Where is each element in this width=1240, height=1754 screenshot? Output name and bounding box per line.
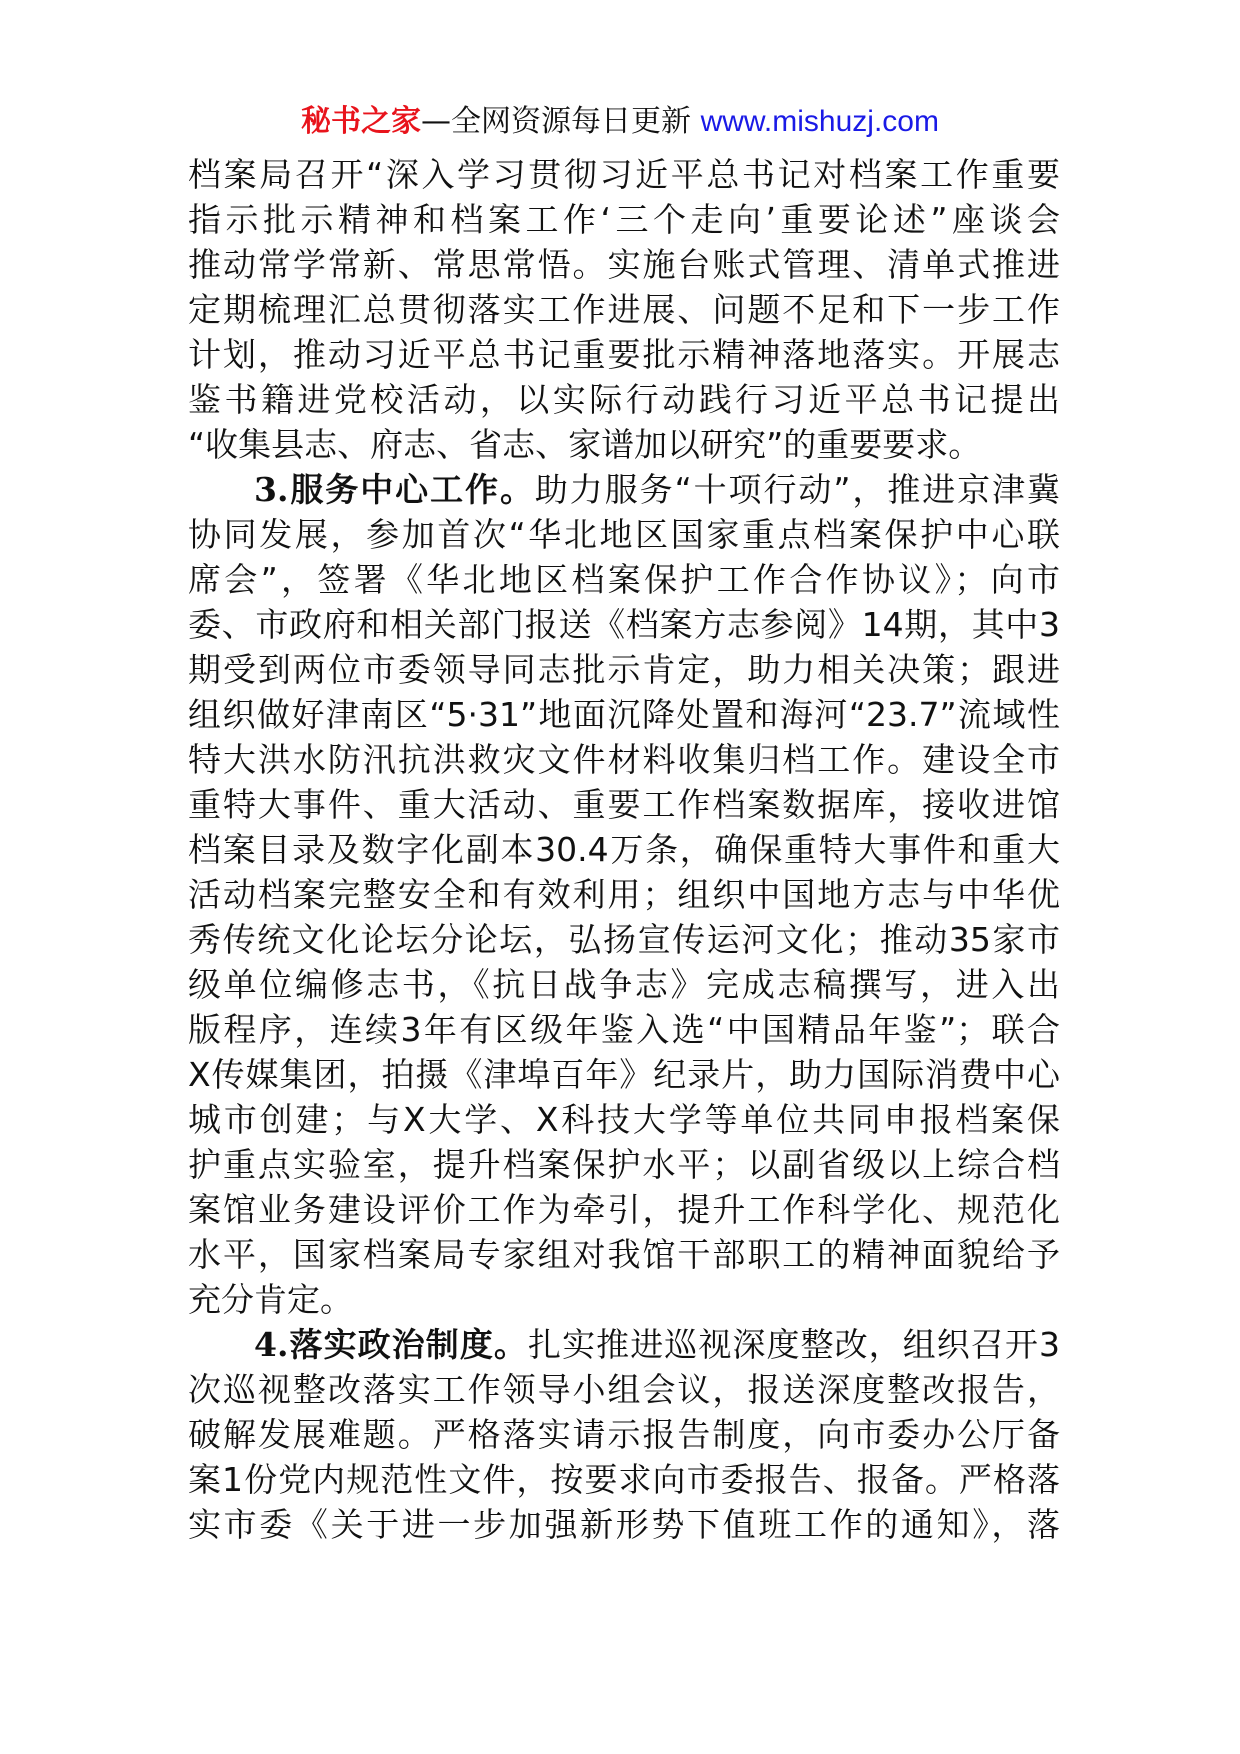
text-line: 计划，推动习近平总书记重要批示精神落地落实。开展志	[188, 335, 1060, 374]
text-line: 指示批示精神和档案工作‘三个走向’重要论述”座谈会	[188, 200, 1060, 239]
page-header	[0, 102, 1240, 142]
header-tagline: —全网资源每日更新	[421, 104, 701, 139]
text-line: 案1份党内规范性文件，按要求向市委报告、报备。严格落	[188, 1460, 1060, 1499]
section-heading-4: 4.落实政治制度。	[254, 1325, 528, 1364]
brand-name: 秘书之家	[301, 104, 422, 139]
text-line: 秀传统文化论坛分论坛，弘扬宣传运河文化；推动35家市	[188, 920, 1060, 959]
text-run: 扎实推进巡视深度整改，组织召开3	[528, 1325, 1061, 1364]
text-line: 城市创建；与X大学、X科技大学等单位共同申报档案保	[188, 1100, 1060, 1139]
text-line: X传媒集团，拍摄《津埠百年》纪录片，助力国际消费中心	[188, 1055, 1060, 1094]
text-run: 助力服务“十项行动”，推进京津冀	[534, 470, 1060, 509]
paragraph-first-line	[188, 1322, 1060, 1367]
text-line: 水平，国家档案局专家组对我馆干部职工的精神面貌给予	[188, 1235, 1060, 1274]
site-url-link[interactable]: www.mishuzj.com	[700, 105, 939, 138]
text-line: 重特大事件、重大活动、重要工作档案数据库，接收进馆	[188, 785, 1060, 824]
text-line: 级单位编修志书，《抗日战争志》完成志稿撰写，进入出	[188, 965, 1060, 1004]
text-line: 档案局召开“深入学习贯彻习近平总书记对档案工作重要	[188, 155, 1060, 194]
text-line: 充分肯定。	[188, 1280, 353, 1319]
text-line: 破解发展难题。严格落实请示报告制度，向市委办公厅备	[188, 1415, 1060, 1454]
text-line: 组织做好津南区“5·31”地面沉降处置和海河“23.7”流域性	[188, 695, 1060, 734]
text-line: 鉴书籍进党校活动，以实际行动践行习近平总书记提出	[188, 380, 1060, 419]
text-line: 活动档案完整安全和有效利用；组织中国地方志与中华优	[188, 875, 1060, 914]
text-line: 特大洪水防汛抗洪救灾文件材料收集归档工作。建设全市	[188, 740, 1060, 779]
text-line: “收集县志、府志、省志、家谱加以研究”的重要要求。	[188, 425, 982, 464]
text-line: 协同发展，参加首次“华北地区国家重点档案保护中心联	[188, 515, 1060, 554]
paragraph-first-line	[188, 467, 1060, 512]
text-line: 席会”，签署《华北地区档案保护工作合作协议》；向市	[188, 560, 1060, 599]
text-line: 档案目录及数字化副本30.4万条，确保重特大事件和重大	[188, 830, 1060, 869]
text-line: 推动常学常新、常思常悟。实施台账式管理、清单式推进	[188, 245, 1060, 284]
text-line: 版程序，连续3年有区级年鉴入选“中国精品年鉴”；联合	[188, 1010, 1060, 1049]
text-line: 实市委《关于进一步加强新形势下值班工作的通知》，落	[188, 1505, 1060, 1544]
text-line: 案馆业务建设评价工作为牵引，提升工作科学化、规范化	[188, 1190, 1060, 1229]
document-body	[188, 152, 1060, 1547]
text-line: 定期梳理汇总贯彻落实工作进展、问题不足和下一步工作	[188, 290, 1060, 329]
text-line: 次巡视整改落实工作领导小组会议，报送深度整改报告，	[188, 1370, 1060, 1409]
text-line: 护重点实验室，提升档案保护水平；以副省级以上综合档	[188, 1145, 1060, 1184]
text-line: 委、市政府和相关部门报送《档案方志参阅》14期，其中3	[188, 605, 1060, 644]
text-line: 期受到两位市委领导同志批示肯定，助力相关决策；跟进	[188, 650, 1060, 689]
section-heading-3: 3.服务中心工作。	[254, 470, 535, 509]
